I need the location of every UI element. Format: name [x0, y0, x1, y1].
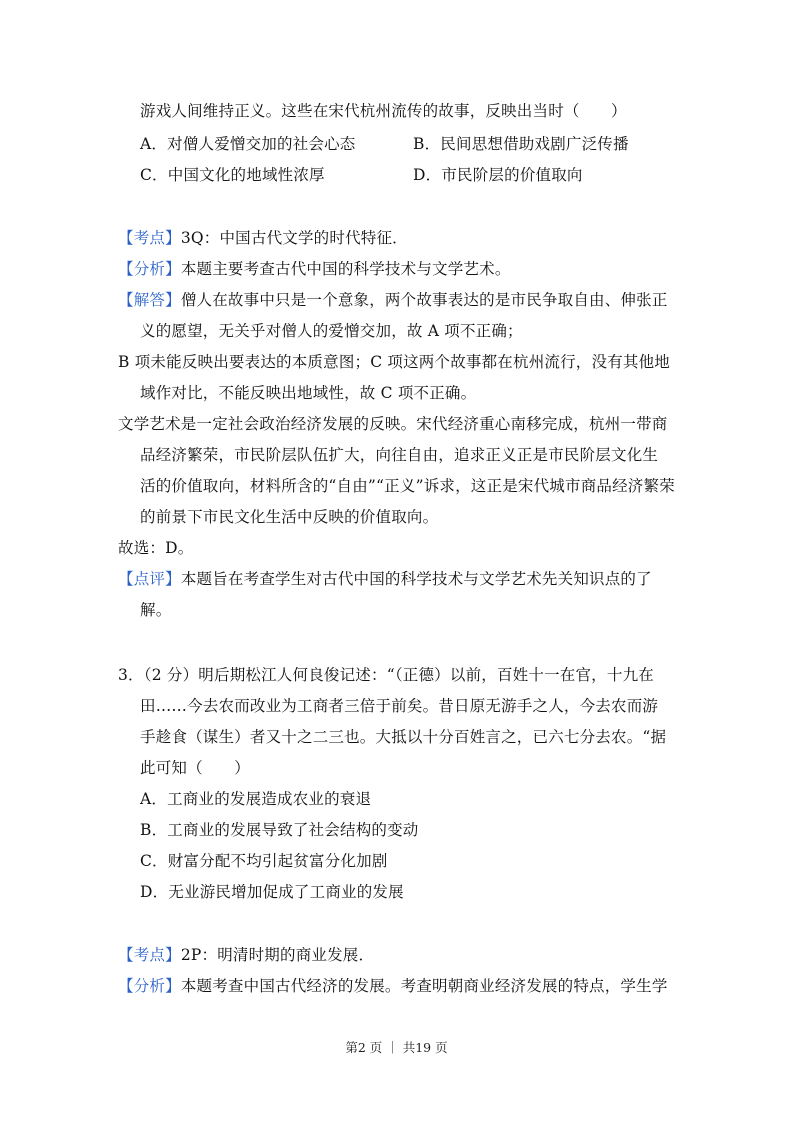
- kaodian-tag: 【考点】: [118, 946, 181, 964]
- jieda-line: 僧人在故事中只是一个意象，两个故事表达的是市民争取自由、伸张正: [180, 291, 668, 309]
- q2-stem-line: 游戏人间维持正义。这些在宋代杭州流传的故事，反映出当时（ ）: [140, 102, 627, 120]
- dianping-line: 本题旨在考查学生对古代中国的科学技术与文学艺术先关知识点的了: [180, 570, 652, 588]
- q2-option-d: D．市民阶层的价值取向: [413, 166, 583, 184]
- q3-option-b: B．工商业的发展导致了社会结构的变动: [140, 821, 419, 839]
- jieda-tag: 【解答】: [118, 291, 181, 309]
- jieda-line: 域作对比，不能反映出地域性，故 C 项不正确。: [140, 384, 477, 402]
- q3-stem-line: 手趁食（谋生）者又十之二三也。大抵以十分百姓言之，已六七分去农。“据: [140, 728, 667, 746]
- q3-fenxi: [118, 976, 668, 996]
- page-footer: 第2 页 ｜ 共19 页: [345, 1040, 448, 1055]
- kaodian-tag: 【考点】: [118, 229, 181, 247]
- q2-option-a: A．对僧人爱憎交加的社会心态: [140, 135, 356, 153]
- q2-kaodian: [118, 228, 408, 248]
- q3-kaodian: [118, 945, 374, 965]
- q3-stem-line: 田……今去农而改业为工商者三倍于前矣。昔日原无游手之人，今去农而游: [140, 697, 659, 715]
- q3-option-c: C．财富分配不均引起贫富分化加剧: [140, 852, 388, 870]
- jieda-line: 品经济繁荣，市民阶层队伍扩大，向往自由，追求正义正是市民阶层文化生: [140, 446, 659, 464]
- q2-option-c: C．中国文化的地域性浓厚: [140, 166, 325, 184]
- q3-stem-line: 此可知（ ）: [140, 759, 250, 777]
- q2-jieda: [118, 290, 668, 310]
- dianping-tag: 【点评】: [118, 570, 181, 588]
- fenxi-text: 本题主要考查古代中国的科学技术与文学艺术。: [180, 260, 511, 278]
- answer-line: 故选：D。: [118, 539, 194, 557]
- fenxi-tag: 【分析】: [118, 260, 181, 278]
- fenxi-tag: 【分析】: [118, 977, 181, 995]
- q3-option-d: D．无业游民增加促成了工商业的发展: [140, 883, 404, 901]
- jieda-line: 文学艺术是一定社会政治经济发展的反映。宋代经济重心南移完成，杭州一带商: [118, 415, 668, 433]
- jieda-line: 活的价值取向，材料所含的“自由”“正义”诉求，这正是宋代城市商品经济繁荣: [140, 477, 675, 495]
- q3-stem-line: 3．（2 分）明后期松江人何良俊记述：“（正德）以前，百姓十一在官，十九在: [118, 666, 654, 684]
- fenxi-text: 本题考查中国古代经济的发展。考查明朝商业经济发展的特点，学生学: [180, 977, 668, 995]
- q3-option-a: A．工商业的发展造成农业的衰退: [140, 790, 372, 808]
- kaodian-text: 2P：明清时期的商业发展．: [180, 946, 375, 964]
- q2-dianping: [118, 569, 652, 589]
- jieda-line: 义的愿望，无关乎对僧人的爱憎交加，故 A 项不正确；: [140, 322, 523, 340]
- jieda-line: 的前景下市民文化生活中反映的价值取向。: [140, 508, 439, 526]
- kaodian-text: 3Q：中国古代文学的时代特征．: [180, 229, 408, 247]
- dianping-line: 解。: [140, 601, 172, 619]
- q2-option-b: B．民间思想借助戏剧广泛传播: [413, 135, 629, 153]
- q2-fenxi: [118, 259, 511, 279]
- jieda-line: B 项未能反映出要表达的本质意图；C 项这两个故事都在杭州流行，没有其他地: [118, 353, 671, 371]
